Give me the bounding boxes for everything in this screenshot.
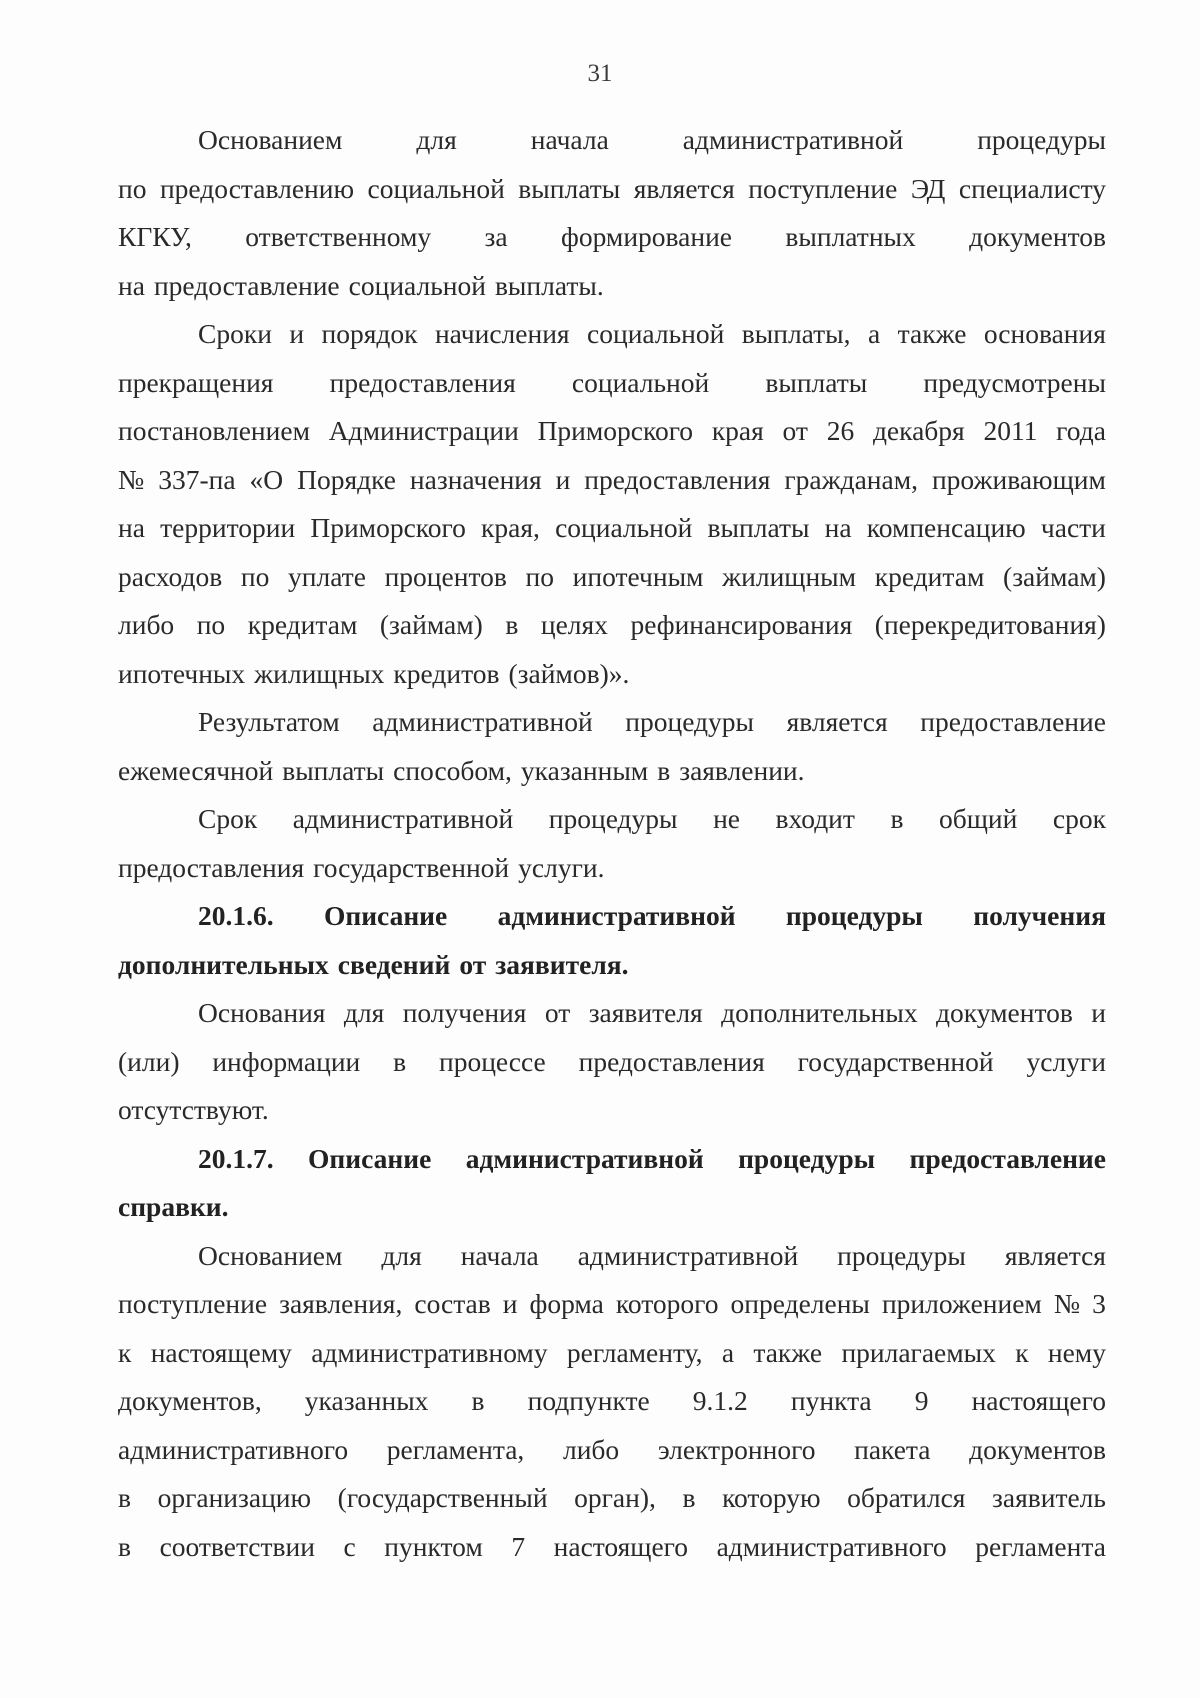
word: ответственному bbox=[245, 221, 432, 252]
text-line bbox=[118, 262, 1106, 311]
word: настоящего bbox=[971, 1385, 1106, 1416]
text-line bbox=[118, 1523, 1106, 1572]
word: (займам) bbox=[1003, 560, 1106, 592]
word: административной bbox=[292, 803, 514, 834]
text-line bbox=[118, 165, 1106, 214]
word: по bbox=[196, 609, 226, 640]
word: документов, bbox=[118, 1385, 262, 1416]
word: в bbox=[118, 1482, 131, 1513]
word: начала bbox=[460, 1239, 539, 1271]
word: Основанием bbox=[198, 124, 343, 155]
word: в bbox=[657, 754, 671, 786]
word: Результатом bbox=[198, 706, 340, 737]
word: настоящего bbox=[553, 1530, 689, 1562]
word: социальной bbox=[571, 366, 710, 398]
word: Порядке bbox=[297, 463, 396, 495]
word: ипотечным bbox=[572, 560, 704, 592]
word: отсутствуют. bbox=[118, 1094, 269, 1125]
word: 20.1.6. bbox=[198, 900, 274, 931]
word: Сроки bbox=[198, 318, 272, 349]
text-line bbox=[118, 213, 1106, 262]
word: прекращения bbox=[118, 366, 274, 398]
word: организацию bbox=[157, 1482, 312, 1513]
word: формирование bbox=[561, 221, 733, 252]
word: указанным bbox=[520, 754, 649, 786]
text-line bbox=[118, 310, 1106, 359]
word: в bbox=[118, 1530, 131, 1562]
text-line bbox=[118, 553, 1106, 602]
word: и bbox=[289, 318, 305, 349]
word: для bbox=[416, 124, 457, 155]
text-line bbox=[118, 650, 1106, 699]
word: заявлении. bbox=[679, 754, 805, 786]
word: кредитам bbox=[247, 609, 358, 640]
word: предоставления bbox=[118, 851, 305, 883]
word: (займам) bbox=[379, 609, 483, 640]
word: начисления bbox=[434, 318, 570, 349]
word: предоставление bbox=[909, 1142, 1106, 1174]
text-line bbox=[118, 795, 1106, 844]
word: социальной bbox=[555, 512, 693, 543]
word: и bbox=[502, 1288, 518, 1319]
word: предоставления bbox=[329, 366, 516, 398]
word: процентов bbox=[384, 560, 507, 592]
word: социальной bbox=[367, 172, 505, 204]
word: № bbox=[1053, 1288, 1081, 1319]
section-heading-line bbox=[118, 892, 1106, 941]
word: кредитов bbox=[393, 657, 500, 689]
word: Приморского bbox=[537, 415, 694, 446]
word: КГКУ, bbox=[118, 221, 192, 252]
word: с bbox=[343, 1530, 356, 1562]
word: предоставление bbox=[920, 706, 1106, 737]
word: края, bbox=[481, 512, 540, 543]
word: настоящему bbox=[150, 1336, 292, 1368]
word: процессе bbox=[438, 1045, 546, 1077]
word: 9.1.2 bbox=[692, 1385, 748, 1416]
text-line bbox=[118, 359, 1106, 408]
word: либо bbox=[562, 1433, 620, 1465]
word: 20.1.7. bbox=[198, 1142, 274, 1174]
text-line bbox=[118, 989, 1106, 1038]
word: нему bbox=[1047, 1336, 1106, 1368]
text-line bbox=[118, 456, 1106, 505]
text-line bbox=[118, 1086, 1106, 1135]
word: (займов)». bbox=[508, 657, 630, 689]
word: которого bbox=[615, 1288, 719, 1319]
text-line bbox=[118, 1038, 1106, 1087]
word: процедуры bbox=[785, 900, 923, 931]
word: назначения bbox=[409, 463, 542, 495]
word: выплаты bbox=[518, 172, 621, 204]
word: состав bbox=[414, 1288, 491, 1319]
word: административной bbox=[497, 900, 736, 931]
word: административной bbox=[465, 1142, 704, 1174]
word: расходов bbox=[118, 560, 223, 592]
word: в bbox=[505, 609, 519, 640]
word: в bbox=[682, 1482, 696, 1513]
word: в bbox=[890, 803, 904, 834]
section-heading-line bbox=[118, 1183, 1106, 1232]
word: кредитам bbox=[874, 560, 985, 592]
text-line bbox=[118, 504, 1106, 553]
word: определены bbox=[730, 1288, 870, 1319]
word: а bbox=[721, 1336, 735, 1368]
word: жилищным bbox=[722, 560, 857, 592]
word: специалисту bbox=[958, 172, 1106, 204]
word: дополнительных bbox=[721, 997, 918, 1028]
word: декабря bbox=[872, 415, 965, 446]
word: заявителя. bbox=[495, 948, 629, 980]
word: 26 bbox=[826, 415, 855, 446]
word: информации bbox=[212, 1045, 361, 1077]
word: Описание bbox=[308, 1142, 432, 1174]
word: услуги bbox=[1026, 1045, 1106, 1077]
text-line bbox=[118, 1232, 1106, 1281]
text-line bbox=[118, 747, 1106, 796]
word: Приморского bbox=[310, 512, 466, 543]
word: орган), bbox=[574, 1482, 656, 1513]
word: является bbox=[633, 172, 735, 204]
word: процедуры bbox=[837, 1239, 966, 1271]
word: части bbox=[1040, 512, 1106, 543]
word: указанных bbox=[304, 1385, 429, 1416]
word: от bbox=[782, 415, 808, 446]
word: территории bbox=[160, 512, 296, 543]
word: выплаты bbox=[282, 754, 385, 786]
word: срок bbox=[1052, 803, 1106, 834]
word: документов bbox=[936, 997, 1073, 1028]
word: на bbox=[118, 512, 145, 543]
word: в bbox=[393, 1045, 407, 1077]
word: Описание bbox=[323, 900, 448, 931]
word: подпункте bbox=[527, 1385, 650, 1416]
word: 337-па bbox=[158, 463, 236, 495]
word: административного bbox=[716, 1530, 947, 1562]
word: предоставления bbox=[578, 1045, 765, 1077]
text-line bbox=[118, 601, 1106, 650]
word: общий bbox=[939, 803, 1018, 834]
text-line bbox=[118, 1474, 1106, 1523]
word: форма bbox=[529, 1288, 604, 1319]
word: регламенту, bbox=[566, 1336, 703, 1368]
text-line bbox=[118, 1329, 1106, 1378]
text-line bbox=[118, 844, 1106, 893]
word: дополнительных bbox=[118, 948, 329, 980]
word: к bbox=[1015, 1336, 1029, 1368]
word: регламента bbox=[975, 1530, 1106, 1562]
word: Срок bbox=[198, 803, 258, 834]
word: заявления, bbox=[279, 1288, 403, 1319]
word: является bbox=[1004, 1239, 1106, 1271]
word: года bbox=[1056, 415, 1106, 446]
word: и bbox=[555, 463, 571, 495]
word: выплаты bbox=[707, 512, 810, 543]
word: 7 bbox=[511, 1530, 526, 1562]
word: ЭД bbox=[910, 172, 946, 204]
word: пункта bbox=[790, 1385, 872, 1416]
word: услуги. bbox=[518, 851, 605, 883]
word: процедуры bbox=[625, 706, 755, 737]
word: входит bbox=[775, 803, 855, 834]
word: государственной bbox=[313, 851, 510, 883]
word: получения bbox=[973, 900, 1106, 931]
word: процедуры bbox=[738, 1142, 876, 1174]
word: поступление bbox=[748, 172, 898, 204]
word: также bbox=[753, 1336, 823, 1368]
word: для bbox=[381, 1239, 422, 1271]
word: 2011 bbox=[983, 415, 1038, 446]
word: жилищных bbox=[254, 657, 385, 689]
word: документов bbox=[969, 221, 1106, 252]
word: которую bbox=[722, 1482, 821, 1513]
word: предоставлению bbox=[159, 172, 354, 204]
word: административной bbox=[372, 706, 593, 737]
word: порядок bbox=[321, 318, 418, 349]
word: электронного bbox=[657, 1433, 816, 1465]
word: по bbox=[240, 560, 270, 592]
word: ежемесячной bbox=[118, 754, 274, 786]
word: а bbox=[867, 318, 881, 349]
word: № bbox=[118, 463, 145, 495]
word: либо bbox=[118, 609, 175, 640]
word: Основанием bbox=[198, 1239, 343, 1271]
word: поступление bbox=[118, 1288, 268, 1319]
word: рефинансирования bbox=[630, 609, 853, 640]
word: к bbox=[118, 1336, 132, 1368]
word: постановлением bbox=[118, 415, 310, 446]
word: по bbox=[118, 172, 147, 204]
word: регламента, bbox=[386, 1433, 525, 1465]
word: от bbox=[544, 997, 571, 1028]
word: обратился bbox=[847, 1482, 966, 1513]
word: края bbox=[711, 415, 764, 446]
word: процедуры bbox=[548, 803, 678, 834]
word: предоставления bbox=[584, 463, 771, 495]
word: приложением bbox=[881, 1288, 1042, 1319]
word: является bbox=[786, 706, 888, 737]
text-line bbox=[118, 698, 1106, 747]
word: основания bbox=[983, 318, 1106, 349]
word: за bbox=[484, 221, 508, 252]
word: прилагаемых bbox=[841, 1336, 996, 1368]
word: на bbox=[824, 512, 852, 543]
word: (государственный bbox=[337, 1482, 548, 1513]
word: предусмотрены bbox=[923, 366, 1106, 398]
word: уплате bbox=[288, 560, 366, 592]
text-line bbox=[118, 1377, 1106, 1426]
word: заявитель bbox=[992, 1482, 1106, 1513]
word: по bbox=[525, 560, 554, 592]
word: пакета bbox=[854, 1433, 931, 1465]
word: заявителя bbox=[588, 997, 703, 1028]
word: выплаты bbox=[765, 366, 868, 398]
section-heading-line bbox=[118, 941, 1106, 990]
word: целях bbox=[540, 609, 608, 640]
word: административного bbox=[118, 1433, 349, 1465]
word: начала bbox=[530, 124, 609, 155]
word: Администрации bbox=[328, 415, 519, 446]
word: процедуры bbox=[977, 124, 1106, 155]
word: документов bbox=[969, 1433, 1106, 1465]
word: предоставление bbox=[153, 269, 340, 301]
text-line bbox=[118, 407, 1106, 456]
word: получения bbox=[402, 997, 527, 1028]
text-line bbox=[118, 1280, 1106, 1329]
word: социальной bbox=[587, 318, 725, 349]
word: Основания bbox=[198, 997, 326, 1028]
word: на bbox=[118, 269, 145, 301]
word: способом, bbox=[393, 754, 512, 786]
word: справки. bbox=[118, 1191, 229, 1222]
word: от bbox=[459, 948, 487, 980]
page-number: 31 bbox=[587, 60, 613, 87]
word: сведений bbox=[337, 948, 451, 980]
section-heading-line bbox=[118, 1135, 1106, 1184]
word: административной bbox=[577, 1239, 799, 1271]
word: «О bbox=[249, 463, 284, 495]
word: для bbox=[343, 997, 385, 1028]
word: компенсацию bbox=[866, 512, 1026, 543]
word: (перекредитования) bbox=[874, 609, 1106, 640]
word: административному bbox=[311, 1336, 548, 1368]
word: 3 bbox=[1092, 1288, 1106, 1319]
document-body bbox=[118, 116, 1106, 1571]
word: не bbox=[713, 803, 740, 834]
word: в bbox=[471, 1385, 485, 1416]
text-line bbox=[118, 1426, 1106, 1475]
word: выплатных bbox=[785, 221, 916, 252]
word: социальной bbox=[348, 269, 486, 301]
word: ипотечных bbox=[118, 657, 246, 689]
word: пунктом bbox=[384, 1530, 483, 1562]
word: гражданам, bbox=[784, 463, 919, 495]
text-line bbox=[118, 116, 1106, 165]
word: выплаты, bbox=[741, 318, 851, 349]
word: 9 bbox=[914, 1385, 929, 1416]
word: и bbox=[1091, 997, 1106, 1028]
word: соответствии bbox=[159, 1530, 315, 1562]
word: (или) bbox=[118, 1045, 180, 1077]
word: государственной bbox=[797, 1045, 994, 1077]
word: выплаты. bbox=[494, 269, 604, 301]
word: проживающим bbox=[931, 463, 1106, 495]
word: административной bbox=[682, 124, 904, 155]
word: также bbox=[897, 318, 967, 349]
